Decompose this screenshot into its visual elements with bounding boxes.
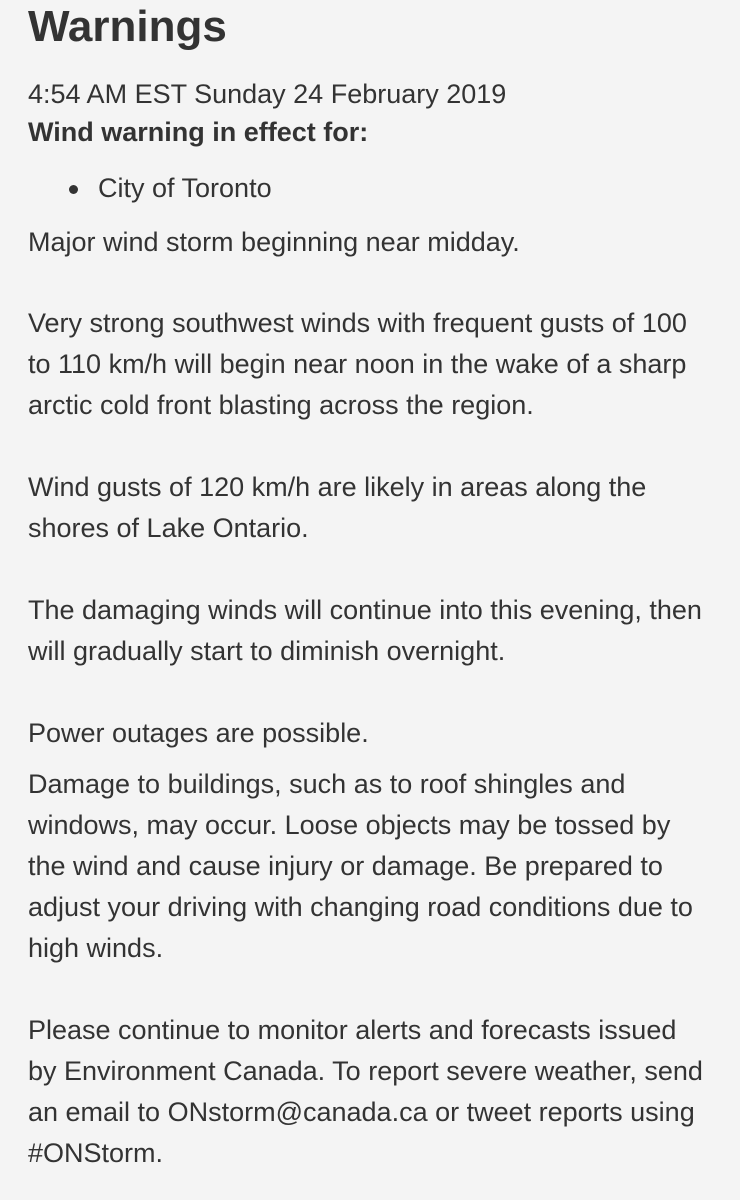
page-title: Warnings xyxy=(28,2,227,51)
monitor-paragraph: Please continue to monitor alerts and forecasts issued by Environment Canada. To report severe weather, send an email to ONstorm@canada.ca or tweet reports using #ONStorm. xyxy=(28,1015,703,1168)
damage-paragraph: Damage to buildings, such as to roof shingles and windows, may occur. Loose objects may be tossed by the wind and cause injury or damage. Be prepared to adjust your driving with changing road conditions due to high winds. xyxy=(28,769,693,963)
winds-paragraph: Very strong southwest winds with frequent gusts of 100 to 110 km/h will begin near noon in the wake of a sharp arctic cold front blasting across the region. xyxy=(28,308,687,420)
bullet-icon xyxy=(69,185,78,194)
gusts-paragraph: Wind gusts of 120 km/h are likely in areas along the shores of Lake Ontario. xyxy=(28,472,647,543)
summary-paragraph: Major wind storm beginning near midday. xyxy=(28,227,520,257)
outages-paragraph: Power outages are possible. xyxy=(28,718,369,748)
region-item xyxy=(28,172,712,204)
region-label: City of Toronto xyxy=(98,173,272,203)
issued-timestamp: 4:54 AM EST Sunday 24 February 2019 xyxy=(28,79,507,109)
region-list xyxy=(28,172,712,204)
warning-heading: Wind warning in effect for: xyxy=(28,117,369,147)
timing-paragraph: The damaging winds will continue into this evening, then will gradually start to diminish overnight. xyxy=(28,595,702,666)
